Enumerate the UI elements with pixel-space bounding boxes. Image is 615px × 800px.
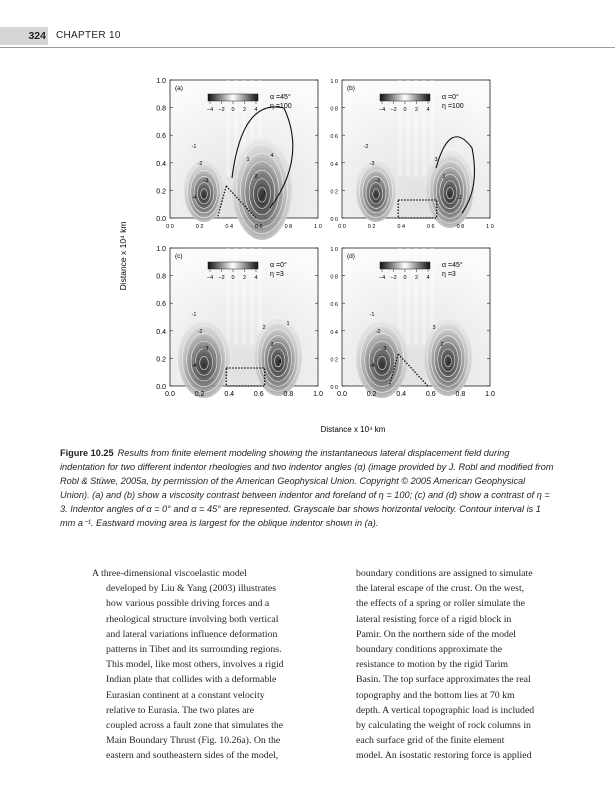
inner-x-tick-label: 0 0 [338, 224, 346, 230]
contour-value-label: -1 [191, 144, 197, 150]
y-tick-label: 1.0 [156, 246, 166, 253]
eta-parameter: η =3 [270, 271, 284, 278]
left-column-line: Indian plate that collides with a deformable [106, 674, 277, 686]
colorbar [208, 94, 258, 101]
right-column-line: boundary conditions are assigned to simulate [356, 568, 533, 579]
inner-y-tick-label: 1 0 [330, 247, 338, 253]
panel-label: (c) [175, 253, 183, 260]
panel-label: (b) [347, 85, 355, 92]
contour-value-label: 2 [440, 342, 444, 348]
y-tick-label: 1.0 [156, 78, 166, 85]
contour-value-label: 1 [286, 321, 290, 327]
west-lobe [356, 158, 396, 222]
y-tick-label: 0.4 [156, 160, 166, 168]
y-axis-label: Distance x 10⁴ km [118, 221, 128, 291]
right-column-line: Pamir. On the northern side of the model [356, 628, 516, 640]
east-lobe [254, 316, 302, 396]
eta-parameter: η =100 [270, 103, 292, 110]
y-tick-label: 0.0 [156, 216, 166, 223]
west-lobe [184, 158, 224, 222]
colorbar-tick-label: 0 [231, 275, 235, 281]
x-tick-label: 0.4 [396, 391, 407, 398]
y-tick-label: 0.6 [156, 133, 166, 141]
contour-value-label: 1 [448, 359, 452, 365]
x-tick-label: 0.6 [253, 391, 264, 398]
displacement-lobe [184, 158, 224, 222]
right-column-line: by calculating the weight of rock columns in [356, 720, 531, 732]
y-tick-label: 0.8 [156, 273, 166, 281]
colorbar-tick-label: 4 [426, 275, 430, 281]
displacement-lobe [424, 316, 472, 396]
colorbar-tick-label: −2 [218, 275, 225, 281]
colorbar [208, 262, 258, 269]
inner-x-tick-label: 0 4 [397, 224, 406, 230]
caption-text: Results from finite element modeling showing the instantaneous lateral displacement field during indentation for two different indentor rheologies and two indentor angles (α) (image provided by J. Robl and modified from Robl & Stüwe, 2005a, by permission of the American Geophysical Union. Copyright © 2005 American Geophysical Union). (a) and (b) show a viscosity contrast between indentor and foreland of η = 100; (c) and (d) show a contrast of η = 3. Indentor angles of α = 0° and α = 45° are represented. Grayscale bar shows horizontal velocity. Contour interval is 1 mm a⁻¹. Eastward moving area is largest for the oblique indentor shown in (a). [60, 448, 554, 528]
inner-x-tick-label: 0 2 [367, 224, 376, 230]
contour-value-label: -4 [191, 363, 197, 369]
left-column-line: Eurasian continent at a constant velocity [106, 689, 265, 701]
panel-label: (a) [175, 85, 183, 92]
figure-caption [60, 446, 555, 530]
eta-parameter: η =100 [442, 103, 464, 110]
y-tick-label: 0.8 [156, 105, 166, 113]
colorbar-tick-label: −2 [218, 107, 225, 113]
left-column-line: A three-dimensional viscoelastic model [92, 568, 247, 579]
x-tick-label: 0.8 [283, 391, 294, 398]
contour-value-label: -4 [191, 195, 197, 201]
inner-x-tick-label: 0 4 [225, 224, 234, 230]
displacement-lobe [356, 158, 396, 222]
inner-x-tick-label: 0 8 [284, 224, 293, 230]
left-column-line: rheological structure involving both vertical [106, 613, 279, 625]
colorbar-tick-label: 4 [254, 107, 258, 113]
contour-value-label: -2 [375, 329, 381, 335]
x-tick-label: 0.8 [455, 391, 466, 398]
colorbar [380, 94, 430, 101]
inner-y-tick-label: 0 6 [330, 302, 338, 309]
contour-value-label: -2 [197, 161, 203, 167]
left-column-line: eastern and southeastern sides of the model, [106, 750, 279, 762]
y-tick-label: 0.2 [156, 188, 166, 196]
y-tick-label: 0.0 [156, 384, 166, 391]
contour-value-label: -3 [203, 346, 209, 352]
contour-value-label: -1 [369, 312, 375, 318]
left-column-line: developed by Liu & Yang (2003) illustrates [106, 583, 277, 595]
inner-y-tick-label: 1 0 [330, 79, 338, 85]
contour-value-label: -1 [191, 312, 197, 318]
colorbar-tick-label: 0 [231, 107, 235, 113]
contour-value-label: 2 [254, 174, 258, 180]
contour-value-label: 3 [262, 191, 266, 197]
contour-value-label: -4 [369, 363, 375, 369]
inner-x-tick-label: 1 0 [314, 224, 322, 230]
inner-y-tick-label: 0 4 [330, 161, 338, 168]
right-column-line: Basin. The top surface approximates the real [356, 674, 531, 686]
panel-b [342, 80, 490, 228]
displacement-lobe [426, 148, 474, 228]
west-lobe [356, 318, 408, 398]
contour-value-label: 4 [270, 153, 274, 159]
colorbar-tick-label: −4 [206, 107, 214, 113]
contour-value-label: -2 [363, 144, 369, 150]
inner-y-tick-label: 0 8 [330, 106, 338, 113]
x-tick-label: 1.0 [485, 391, 495, 398]
inner-x-tick-label: 0 2 [195, 224, 204, 230]
contour-value-label: -3 [381, 346, 387, 352]
left-column-line: and lateral variations influence deformation [106, 628, 278, 640]
figure-10-25 [110, 66, 500, 438]
right-column-line: depth. A vertical topographic load is included [356, 704, 535, 716]
left-column-line: how various possible driving forces and a [106, 598, 270, 610]
colorbar-tick-label: 4 [254, 275, 258, 281]
x-tick-label: 0.6 [425, 391, 436, 398]
alpha-parameter: α =0° [442, 94, 459, 101]
contour-value-label: -3 [203, 178, 209, 184]
contour-value-label: 3 [432, 325, 436, 331]
y-tick-label: 0.6 [156, 301, 166, 309]
right-column-line: the lateral escape of the crust. On the west, [356, 583, 525, 595]
right-column-line: each surface grid of the finite element [356, 735, 505, 747]
contour-value-label: -3 [369, 161, 375, 167]
colorbar-tick-label: −4 [206, 275, 214, 281]
inner-y-tick-label: 0 6 [330, 134, 338, 141]
colorbar-tick-label: −4 [378, 275, 386, 281]
y-tick-label: 0.2 [156, 356, 166, 364]
right-column-line: topography and the bottom lies at 70 km [356, 689, 515, 701]
inner-y-tick-label: 0 8 [330, 274, 338, 281]
colorbar-tick-label: 2 [242, 275, 247, 281]
right-column-line: resistance to motion by the rigid Tarim [356, 659, 509, 671]
x-axis-label: Distance x 10⁴ km [320, 425, 386, 434]
header-rule [0, 47, 615, 48]
inner-y-tick-label: 0 4 [330, 329, 338, 336]
body-column-right [356, 566, 566, 764]
body-column-left [92, 566, 302, 764]
east-lobe [424, 316, 472, 396]
inner-x-tick-label: 0 0 [166, 224, 174, 230]
colorbar-tick-label: 2 [414, 107, 419, 113]
inner-y-tick-label: 0 2 [330, 189, 338, 196]
alpha-parameter: α =0° [270, 262, 287, 269]
left-column-line: This model, like most others, involves a rigid [106, 659, 284, 671]
left-column-line: patterns in Tibet and its surrounding regions. [106, 644, 282, 656]
contour-value-label: 1 [442, 174, 446, 180]
colorbar-tick-label: 0 [403, 275, 407, 281]
right-column-line: lateral resisting force of a rigid block in [356, 613, 512, 625]
chapter-label: CHAPTER 10 [56, 30, 121, 41]
left-column-line: coupled across a fault zone that simulates the [106, 720, 284, 732]
right-column-line: model. An isostatic restoring force is applied [356, 750, 532, 762]
displacement-lobe [356, 318, 408, 398]
contour-value-label: -1 [375, 178, 381, 184]
page-number: 324 [0, 27, 48, 45]
x-tick-label: 1.0 [313, 391, 323, 398]
displacement-lobe [178, 318, 230, 398]
panel-d [342, 248, 490, 398]
inner-x-tick-label: 0 6 [254, 224, 263, 230]
panels-layer [170, 80, 490, 398]
displacement-lobe [254, 316, 302, 396]
colorbar [380, 262, 430, 269]
panel-label: (d) [347, 253, 355, 260]
west-lobe [178, 318, 230, 398]
x-tick-label: 0.0 [337, 391, 347, 398]
inner-x-tick-label: 1 0 [486, 224, 494, 230]
contour-value-label: -2 [197, 329, 203, 335]
panel-c [170, 248, 318, 398]
contour-value-label: 1 [246, 157, 250, 163]
east-lobe [426, 148, 474, 228]
x-tick-label: 0.2 [366, 391, 377, 398]
x-tick-label: 0.0 [165, 391, 175, 398]
contour-value-label: 3 [270, 342, 274, 348]
right-column-line: the effects of a spring or roller simulate the [356, 598, 526, 610]
colorbar-tick-label: 4 [426, 107, 430, 113]
inner-y-tick-label: 0 0 [330, 385, 338, 391]
alpha-parameter: α =45° [442, 262, 463, 269]
y-tick-label: 0.4 [156, 328, 166, 336]
right-column-line: boundary conditions approximate the [356, 644, 503, 656]
colorbar-tick-label: 0 [403, 107, 407, 113]
colorbar-tick-label: −2 [390, 107, 397, 113]
inner-x-tick-label: 0 8 [456, 224, 465, 230]
alpha-parameter: α =45° [270, 94, 291, 101]
inner-y-tick-label: 0 2 [330, 357, 338, 364]
left-column-line: relative to Eurasia. The two plates are [106, 704, 255, 716]
contour-value-label: 3 [434, 157, 438, 163]
colorbar-tick-label: 2 [242, 107, 247, 113]
left-column-line: Main Boundary Thrust (Fig. 10.26a). On the [106, 735, 281, 747]
panel-a [170, 80, 318, 240]
colorbar-tick-label: −4 [378, 107, 386, 113]
inner-y-tick-label: 0 0 [330, 217, 338, 223]
eta-parameter: η =3 [442, 271, 456, 278]
colorbar-tick-label: 2 [414, 275, 419, 281]
contour-value-label: 2 [262, 325, 266, 331]
inner-x-tick-label: 0 6 [426, 224, 435, 230]
caption-label: Figure 10.25 [60, 448, 114, 458]
contour-value-label: 2 [458, 195, 462, 201]
colorbar-tick-label: −2 [390, 275, 397, 281]
contour-value-label: 4 [278, 359, 282, 365]
x-tick-label: 0.2 [194, 391, 205, 398]
x-tick-label: 0.4 [224, 391, 235, 398]
